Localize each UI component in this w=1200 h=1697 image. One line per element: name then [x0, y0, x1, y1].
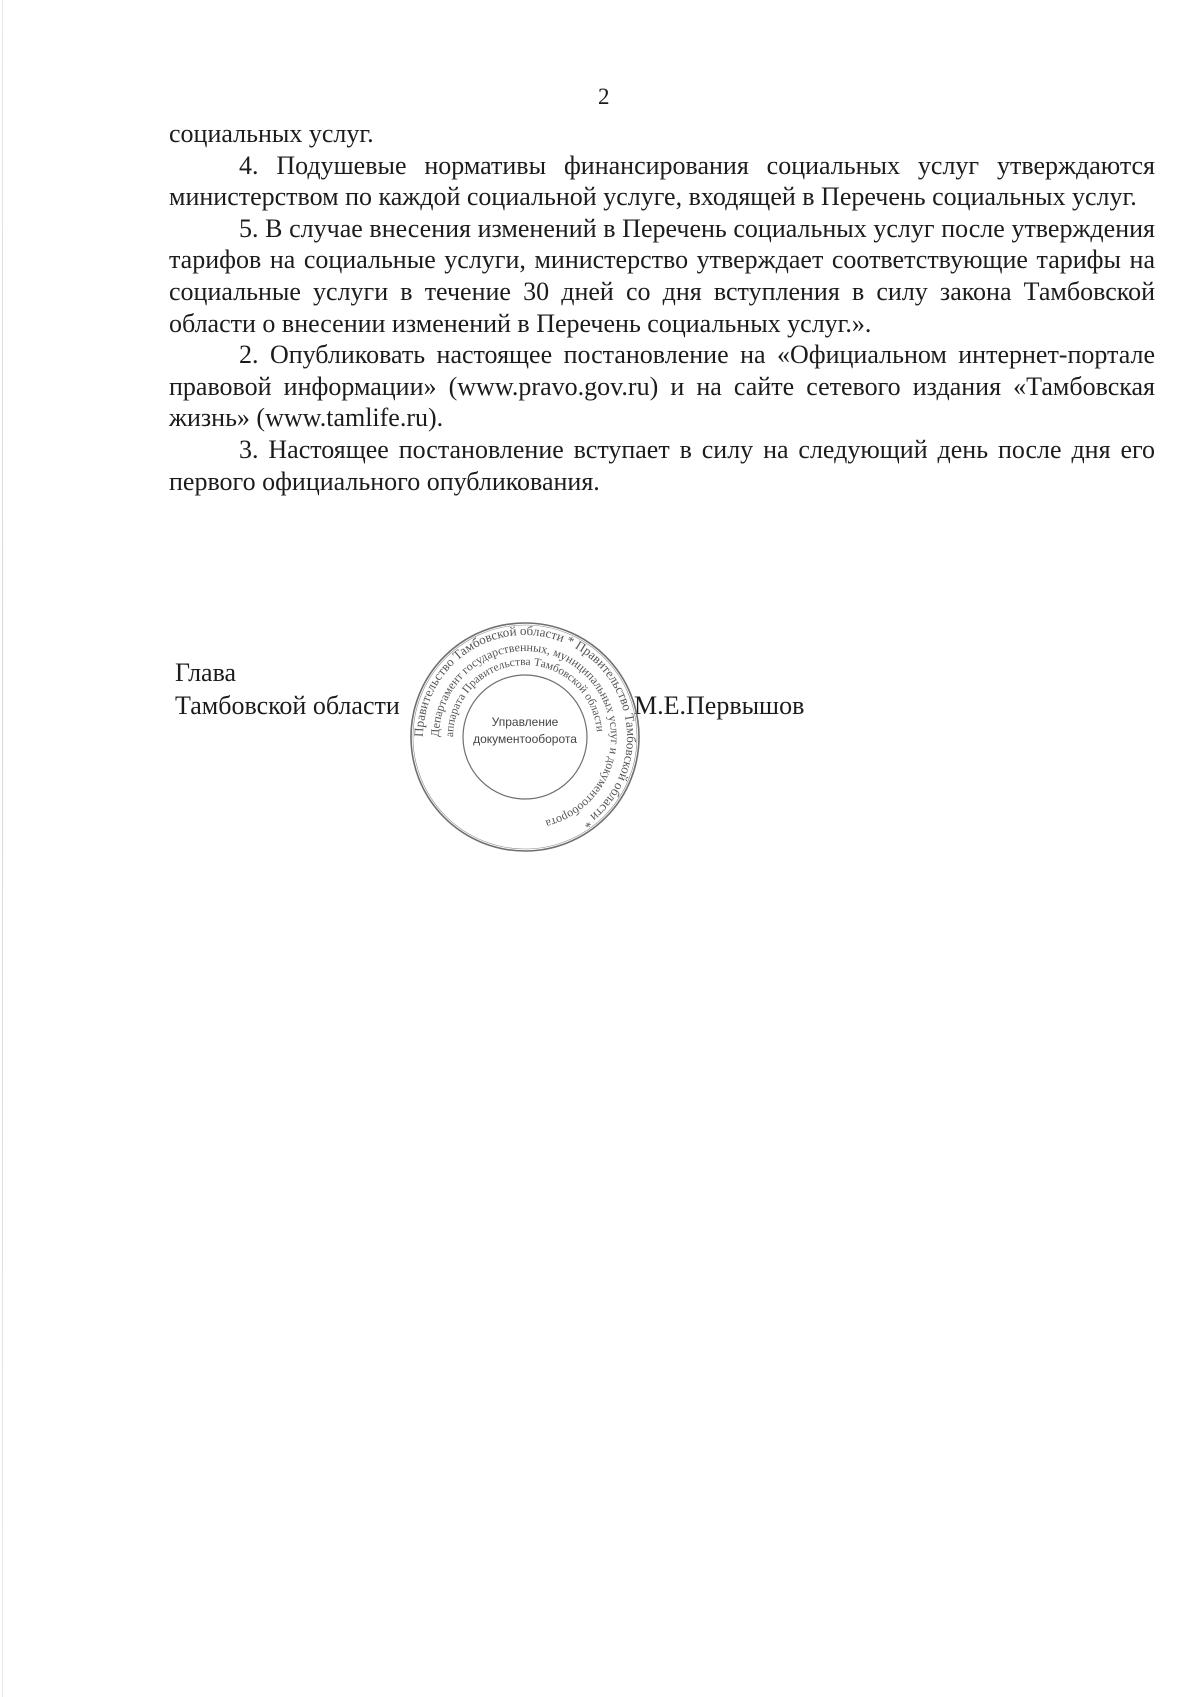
official-seal-stamp — [408, 620, 642, 854]
paragraph-clause-3: 3. Настоящее постановление вступает в силу на следующий день после дня его первого официального опубликования. — [169, 434, 1155, 496]
scan-margin-line — [2, 0, 3, 1697]
paragraph-clause-2: 2. Опубликовать настоящее постановление на «Официальном интернет-портале правовой информации» (www.pravo.gov.ru) и на сайте сетевого издания «Тамбовская жизнь» (www.tamlife.ru). — [169, 340, 1155, 433]
paragraph-item-4: 4. Подушевые нормативы финансирования социальных услуг утверждаются министерством по каждой социальной услуге, входящей в Перечень социальных услуг. — [169, 150, 1155, 212]
seal-middle-ring-text: Департамент государственных, муниципальных услуг и документооборота — [427, 639, 623, 832]
seal-outer-ring-text: Правительство Тамбовской области * Правительство Тамбовской области * — [410, 622, 640, 832]
page-number: 2 — [598, 84, 610, 109]
seal-center-line2: документооборота — [473, 732, 577, 746]
document-body — [169, 118, 1155, 497]
signature-title — [175, 656, 400, 722]
seal-inner-ring-text: аппарата Правительства Тамбовской области — [443, 655, 606, 738]
signature-title-line2: Тамбовской области — [175, 691, 400, 720]
paragraph-item-5: 5. В случае внесения изменений в Перечень социальных услуг после утверждения тарифов на социальные услуги, министерство утверждает соответствующие тарифы на социальные услуги в течение 30 дней со дня вступления в силу закона Тамбовской области о внесении изменений в Перечень социальных услуг.». — [169, 213, 1155, 338]
signature-title-line1: Глава — [175, 658, 237, 687]
signatory-name: М.Е.Первышов — [634, 691, 805, 720]
paragraph-continuation: социальных услуг. — [169, 119, 374, 148]
seal-center-line1: Управление — [491, 715, 559, 729]
seal-center — [408, 714, 642, 748]
